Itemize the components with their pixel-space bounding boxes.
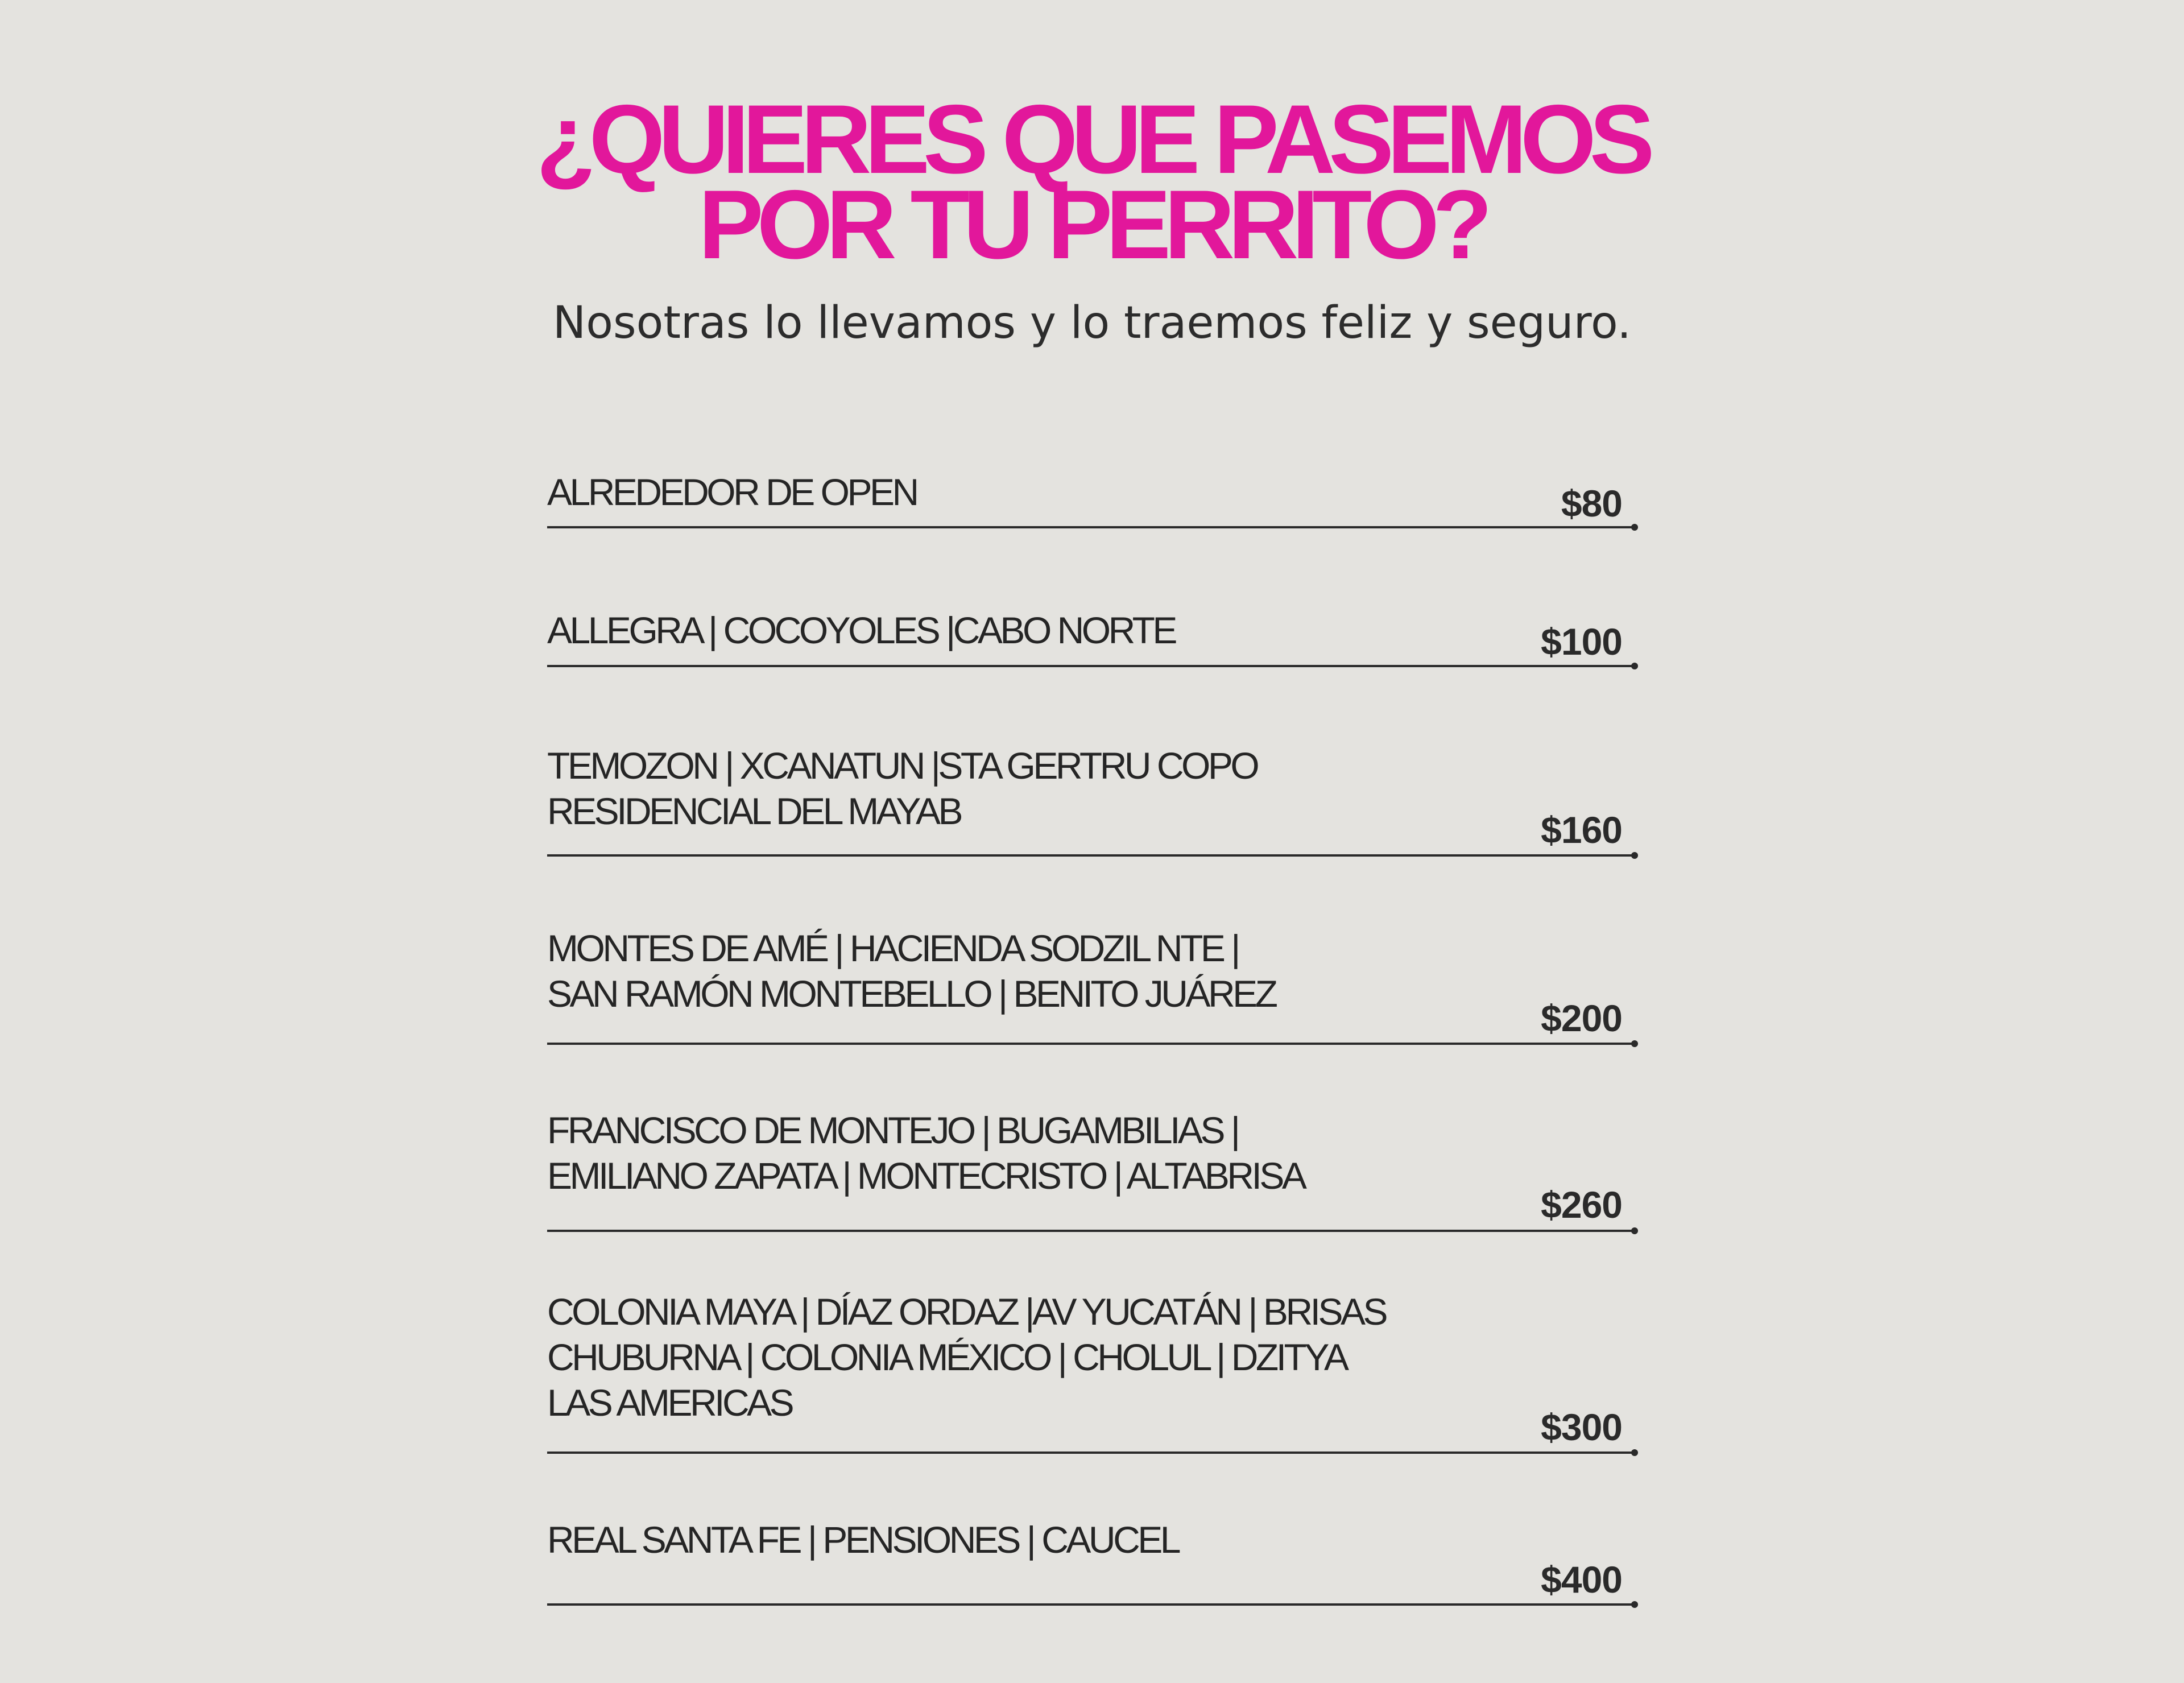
row-locations [547,469,1400,515]
price-row-5 [547,1107,1633,1233]
price-row-4 [547,925,1633,1045]
row-locations [547,1107,1400,1198]
title-line-1: ¿QUIERES QUE PASEMOS [536,85,1648,194]
location-line: EMILIANO ZAPATA | MONTECRISTO | ALTABRISA [547,1155,1305,1197]
row-locations [547,743,1400,834]
divider-dot [1631,852,1638,859]
divider-dot [1631,1449,1638,1456]
row-divider [547,1603,1633,1606]
row-divider [547,1043,1633,1045]
divider-dot [1631,1601,1638,1608]
price-value: $160 [1541,809,1622,851]
price-row-2 [547,607,1633,670]
divider-dot [1631,663,1638,669]
price-row-7 [547,1517,1633,1608]
price-value: $80 [1561,482,1622,524]
title-line-2: POR TU PERRITO? [698,170,1486,279]
divider-dot [1631,1227,1638,1234]
location-line: MONTES DE AMÉ | HACIENDA SODZIL NTE | [547,927,1238,969]
header [0,85,2184,352]
price-row-1 [547,469,1633,532]
location-line: RESIDENCIAL DEL MAYAB [547,790,961,832]
price-value: $100 [1541,621,1622,663]
price-value: $200 [1541,997,1622,1039]
location-line: ALLEGRA | COCOYOLES |CABO NORTE [547,609,1175,651]
divider-dot [1631,1040,1638,1047]
row-locations [547,1517,1400,1562]
price-value: $400 [1541,1558,1622,1601]
row-locations [547,1289,1400,1425]
row-locations [547,607,1400,653]
page-title [466,85,1718,279]
subtitle: Nosotras lo llevamos y lo traemos feliz y seguro. [552,297,1632,349]
row-divider [547,665,1633,667]
price-row-6 [547,1289,1633,1454]
location-line: TEMOZON | XCANATUN |STA GERTRU COPO [547,745,1258,787]
row-divider [547,1452,1633,1454]
divider-dot [1631,524,1638,531]
location-line: REAL SANTA FE | PENSIONES | CAUCEL [547,1519,1178,1561]
row-divider [547,1230,1633,1232]
location-line: COLONIA MAYA | DÍAZ ORDAZ |AV YUCATÁN | BRISAS [547,1291,1386,1333]
location-line: ALREDEDOR DE OPEN [547,471,917,513]
price-row-3 [547,743,1633,857]
location-line: FRANCISCO DE MONTEJO | BUGAMBILIAS | [547,1109,1238,1151]
price-value: $260 [1541,1184,1622,1226]
location-line: SAN RAMÓN MONTEBELLO | BENITO JUÁREZ [547,973,1276,1015]
location-line: CHUBURNA | COLONIA MÉXICO | CHOLUL | DZITYA [547,1336,1347,1378]
row-divider [547,854,1633,857]
row-locations [547,925,1400,1016]
row-divider [547,526,1633,528]
location-line: LAS AMERICAS [547,1382,792,1424]
price-value: $300 [1541,1406,1622,1448]
